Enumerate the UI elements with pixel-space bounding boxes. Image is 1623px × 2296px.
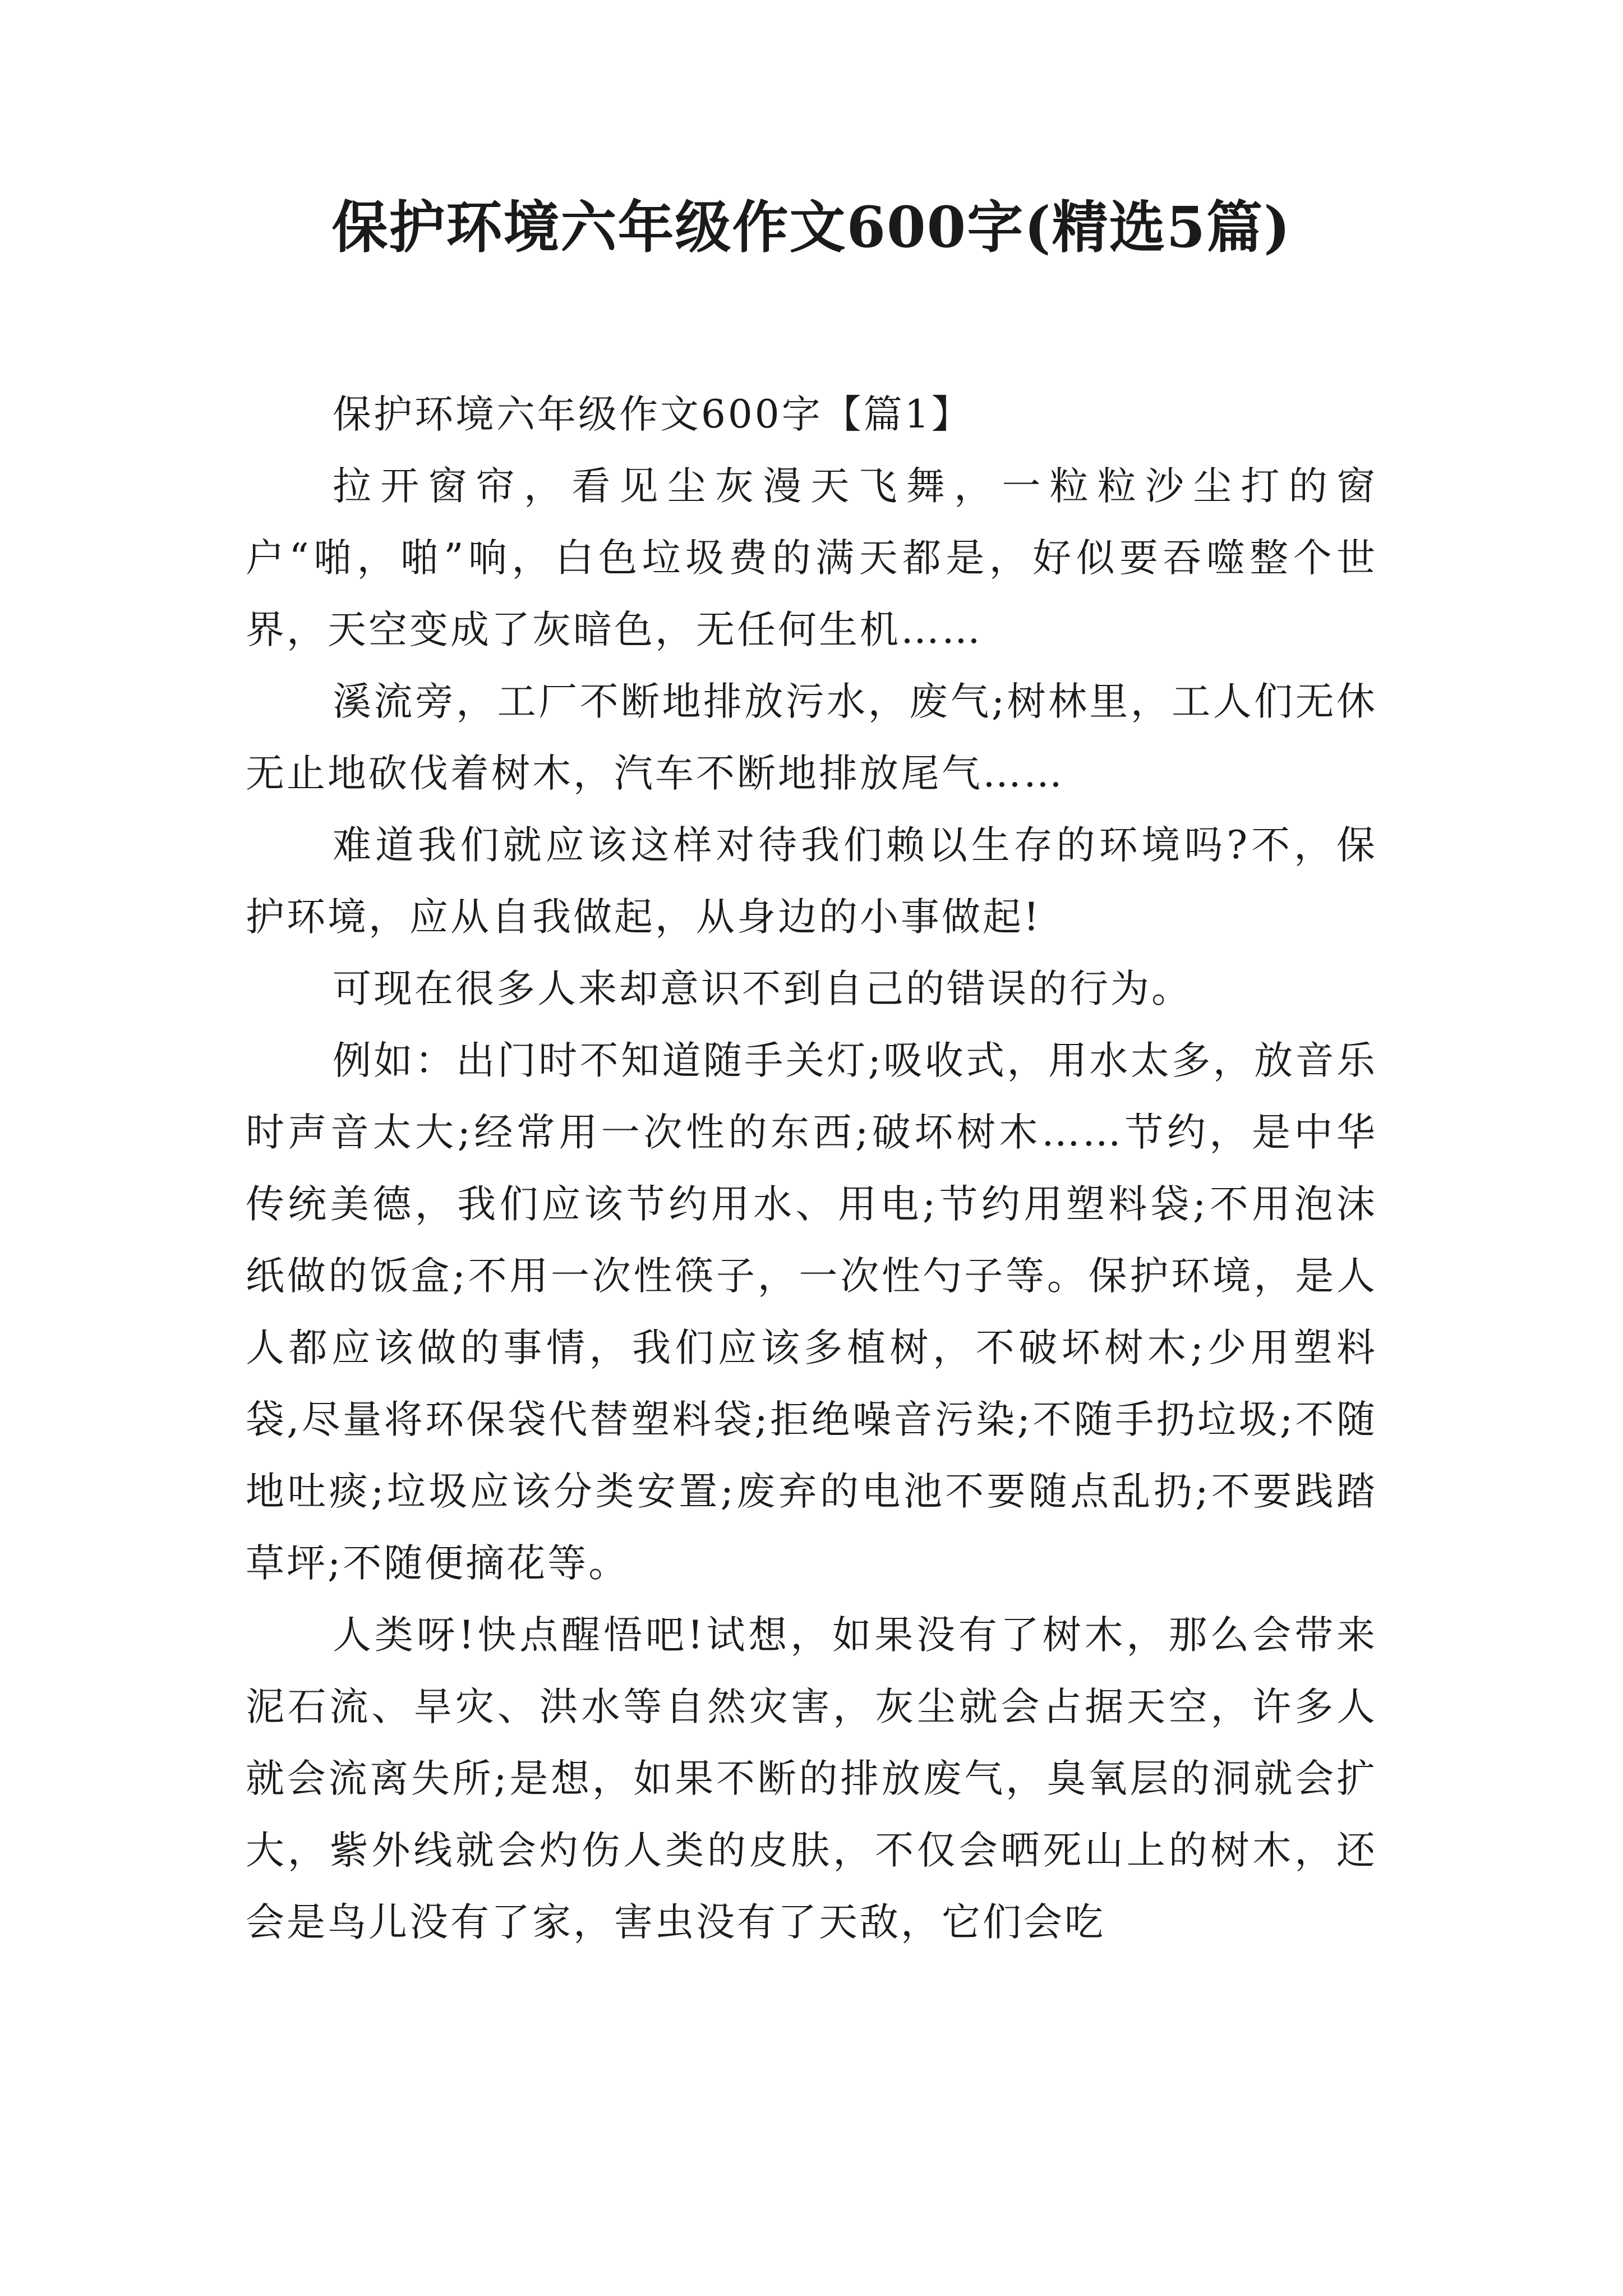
paragraph: 例如：出门时不知道随手关灯;吸收式，用水太多，放音乐时声音太大;经常用一次性的东西;破坏树木……节约，是中华传统美德，我们应该节约用水、用电;节约用塑料袋;不用泡沫纸做的饭盒;不用一次性筷子，一次性勺子等。保护环境，是人人都应该做的事情，我们应该多植树，不破坏树木;少用塑料袋,尽量将环保袋代替塑料袋;拒绝噪音污染;不随手扔垃圾;不随地吐痰;垃圾应该分类安置;废弃的电池不要随点乱扔;不要践踏草坪;不随便摘花等。 xyxy=(246,1038,1377,1586)
paragraph: 溪流旁，工厂不断地排放污水，废气;树林里，工人们无休无止地砍伐着树木，汽车不断地排放尾气…… xyxy=(246,679,1377,796)
paragraph: 难道我们就应该这样对待我们赖以生存的环境吗?不，保护环境，应从自我做起，从身边的小事做起! xyxy=(246,823,1377,940)
paragraph: 人类呀!快点醒悟吧!试想，如果没有了树木，那么会带来泥石流、旱灾、洪水等自然灾害，灰尘就会占据天空，许多人就会流离失所;是想，如果不断的排放废气，臭氧层的洞就会扩大，紫外线就会灼伤人类的皮肤，不仅会晒死山上的树木，还会是鸟儿没有了家，害虫没有了天敌，它们会吃 xyxy=(246,1613,1377,1945)
document-title: 保护环境六年级作文600字(精选5篇) xyxy=(331,194,1292,260)
section-heading: 保护环境六年级作文600字【篇1】 xyxy=(333,392,972,437)
paragraph: 可现在很多人来却意识不到自己的错误的行为。 xyxy=(333,967,1192,1011)
paragraph: 拉开窗帘，看见尘灰漫天飞舞，一粒粒沙尘打的窗户“啪，啪”响，白色垃圾费的满天都是，好似要吞噬整个世界，天空变成了灰暗色，无任何生机…… xyxy=(246,464,1377,652)
